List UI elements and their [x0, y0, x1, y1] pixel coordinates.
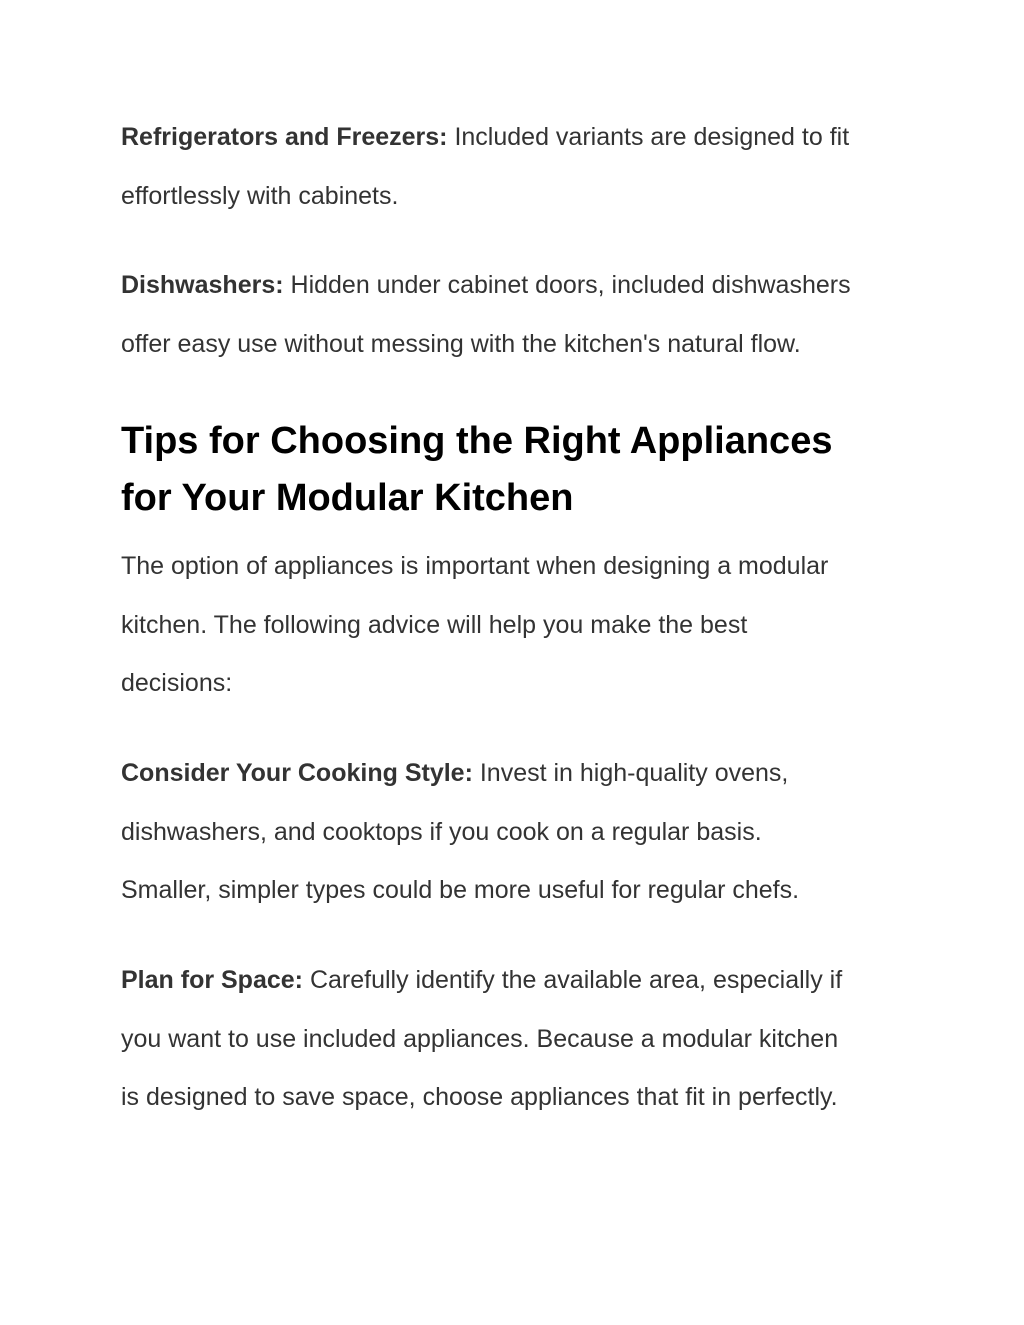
- section-heading-line-2: for Your Modular Kitchen: [121, 477, 574, 519]
- intro-line-2: kitchen. The following advice will help you make the best: [121, 611, 748, 639]
- intro-line-3: decisions:: [121, 669, 233, 697]
- cooking-style-line-1: [121, 758, 788, 788]
- intro-line-1: The option of appliances is important when designing a modular: [121, 552, 829, 580]
- plan-space-text-1: Carefully identify the available area, especially if: [303, 966, 843, 994]
- dishwashers-line-1: [121, 270, 851, 300]
- plan-space-line-2: you want to use included appliances. Because a modular kitchen: [121, 1025, 839, 1053]
- cooking-style-line-2: dishwashers, and cooktops if you cook on a regular basis.: [121, 818, 762, 846]
- refrigerators-label: Refrigerators and Freezers:: [121, 123, 448, 151]
- plan-space-label: Plan for Space:: [121, 966, 303, 994]
- cooking-style-line-3: Smaller, simpler types could be more useful for regular chefs.: [121, 876, 800, 904]
- refrigerators-line-1: [121, 122, 849, 152]
- dishwashers-label: Dishwashers:: [121, 271, 284, 299]
- dishwashers-line-2: offer easy use without messing with the kitchen's natural flow.: [121, 330, 801, 358]
- cooking-style-text-1: Invest in high-quality ovens,: [472, 759, 789, 787]
- dishwashers-text-1: Hidden under cabinet doors, included dishwashers: [283, 271, 851, 299]
- section-heading-line-1: Tips for Choosing the Right Appliances: [121, 420, 833, 462]
- refrigerators-text-1: Included variants are designed to fit: [447, 123, 850, 151]
- plan-space-line-3: is designed to save space, choose appliances that fit in perfectly.: [121, 1083, 838, 1111]
- cooking-style-label: Consider Your Cooking Style:: [121, 759, 473, 787]
- plan-space-line-1: [121, 965, 842, 995]
- refrigerators-line-2: effortlessly with cabinets.: [121, 182, 399, 210]
